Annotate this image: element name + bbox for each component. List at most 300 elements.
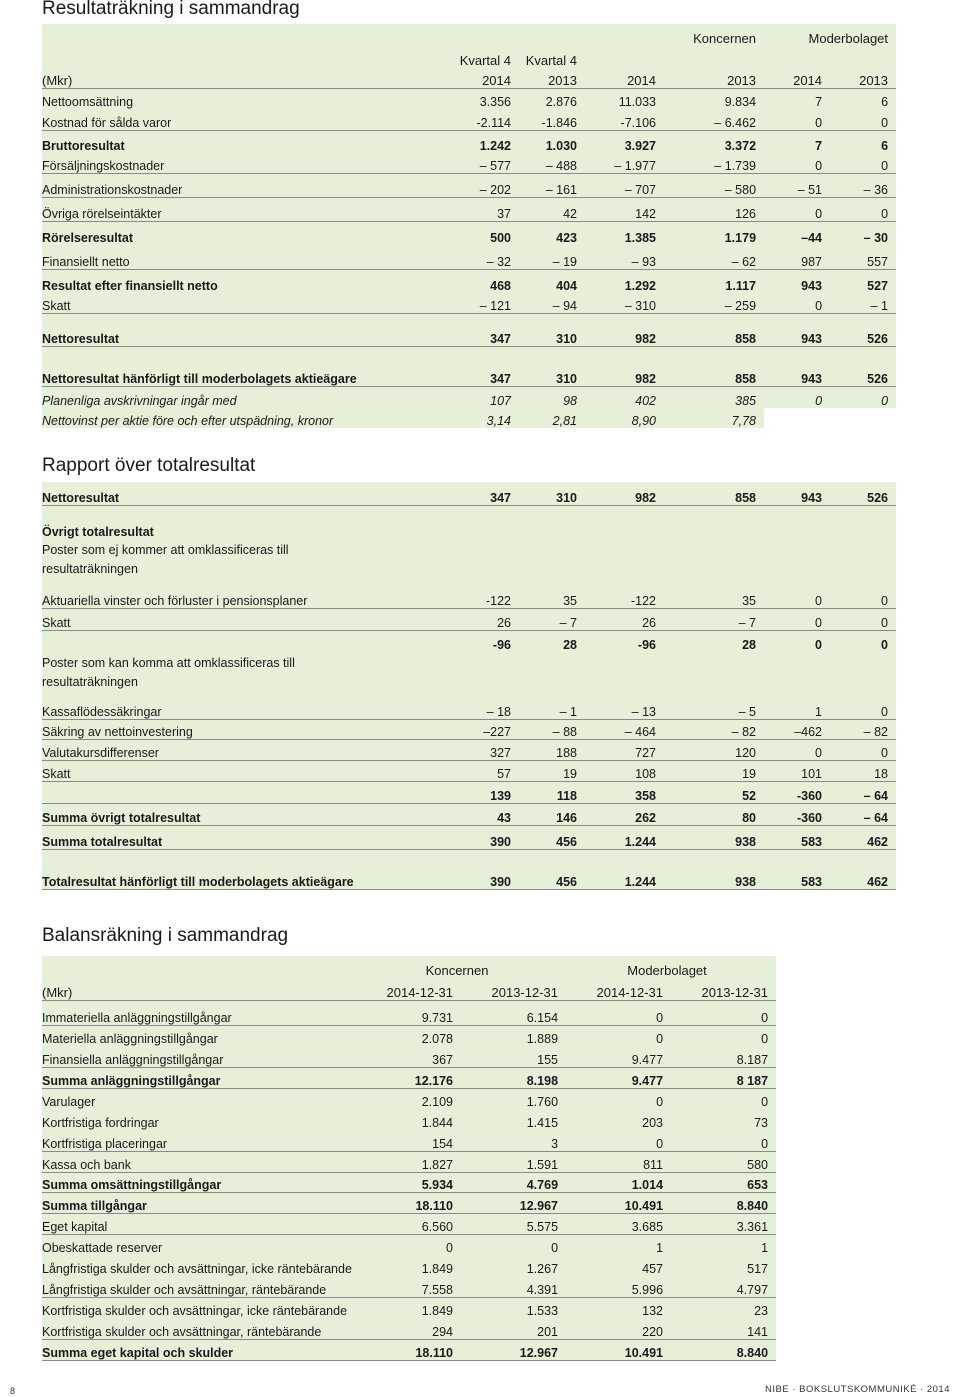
table-row: [42, 245, 896, 269]
cell-value: 108: [585, 760, 664, 781]
cell-value: – 577: [377, 153, 519, 173]
cell-value: 7: [764, 130, 830, 153]
cell-value: 858: [664, 313, 764, 346]
cell-value: 203: [566, 1109, 671, 1130]
row-label: Rörelseresultat: [42, 221, 377, 245]
row-label: [42, 781, 377, 803]
cell-value: 9.477: [566, 1046, 671, 1067]
row-label: Skatt: [42, 760, 377, 781]
cell-value: 37: [377, 197, 519, 221]
cell-value: 35: [664, 579, 764, 608]
cell-value: 457: [566, 1255, 671, 1276]
cell-value: 0: [830, 630, 896, 652]
row-label: Kassa och bank: [42, 1151, 356, 1172]
cell-value: -96: [377, 630, 519, 652]
table-row: [42, 1255, 776, 1276]
cell-value: 0: [764, 109, 830, 130]
cell-value: 126: [664, 197, 764, 221]
cell-value: 1.244: [585, 849, 664, 889]
row-label: Nettoresultat: [42, 482, 377, 505]
unit-label: (Mkr): [42, 978, 356, 1000]
cell-value: – 1: [830, 293, 896, 313]
cell-value: 0: [671, 1088, 776, 1109]
row-label: Kassaflödessäkringar: [42, 692, 377, 719]
cell-value: 468: [377, 269, 519, 293]
cell-value: 139: [377, 781, 519, 803]
table-row: [42, 346, 896, 386]
row-label: Poster som kan komma att omklassificeras till resultaträkningen: [42, 652, 377, 692]
cell-value: 557: [830, 245, 896, 269]
cell-value: 9.834: [664, 88, 764, 109]
cell-value: 982: [585, 346, 664, 386]
row-label: Nettoresultat hänförligt till moderbolagets aktieägare: [42, 346, 377, 386]
cell-value: 6.154: [461, 1000, 566, 1025]
cell-value: 811: [566, 1151, 671, 1172]
cell-value: 6: [830, 130, 896, 153]
cell-value: – 121: [377, 293, 519, 313]
row-label: Aktuariella vinster och förluster i pensionsplaner: [42, 579, 377, 608]
row-label: Kortfristiga placeringar: [42, 1130, 356, 1151]
table-row: [42, 1234, 776, 1255]
col-header-year: 2013: [830, 68, 896, 88]
cell-value: 0: [830, 608, 896, 630]
cell-value: 583: [764, 825, 830, 849]
row-label: Totalresultat hänförligt till moderbolagets aktieägare: [42, 849, 377, 889]
cell-value: [830, 539, 896, 579]
row-label: Summa eget kapital och skulder: [42, 1339, 356, 1360]
col-header-year: 2014: [585, 68, 664, 88]
cell-value: 73: [671, 1109, 776, 1130]
row-label: Varulager: [42, 1088, 356, 1109]
row-label: Materiella anläggningstillgångar: [42, 1025, 356, 1046]
table-row: [42, 1046, 776, 1067]
cell-value: 8.198: [461, 1067, 566, 1088]
cell-value: [377, 505, 519, 539]
cell-value: 0: [830, 692, 896, 719]
cell-value: – 62: [664, 245, 764, 269]
cell-value: 938: [664, 825, 764, 849]
table-row: [42, 1339, 776, 1360]
cell-value: 43: [377, 803, 519, 825]
cell-value: – 5: [664, 692, 764, 719]
cell-value: 10.491: [566, 1192, 671, 1213]
cell-value: 987: [764, 245, 830, 269]
group-koncernen: Koncernen: [377, 24, 764, 46]
cell-value: – 93: [585, 245, 664, 269]
column-header-row-2: [42, 68, 896, 88]
cell-value: 3.372: [664, 130, 764, 153]
col-header-date: 2013-12-31: [671, 978, 776, 1000]
cell-value: 1: [671, 1234, 776, 1255]
cell-value: 385: [664, 386, 764, 408]
cell-value: 120: [664, 739, 764, 760]
cell-value: 1.292: [585, 269, 664, 293]
cell-value: 155: [461, 1046, 566, 1067]
cell-value: 456: [519, 825, 585, 849]
cell-value: – 19: [519, 245, 585, 269]
cell-value: [519, 505, 585, 539]
table-row: [42, 692, 896, 719]
cell-value: 1.533: [461, 1297, 566, 1318]
table-row: [42, 630, 896, 652]
cell-value: 527: [830, 269, 896, 293]
cell-value: 1.267: [461, 1255, 566, 1276]
cell-value: 0: [671, 1000, 776, 1025]
col-header-top: [830, 46, 896, 68]
table-row: [42, 1213, 776, 1234]
row-label: Skatt: [42, 293, 377, 313]
cell-value: -96: [585, 630, 664, 652]
cell-value: – 51: [764, 173, 830, 197]
table-row: [42, 539, 896, 579]
cell-value: 1.849: [356, 1297, 461, 1318]
cell-value: 0: [566, 1088, 671, 1109]
balance-sheet-table: [42, 956, 776, 1361]
cell-value: 132: [566, 1297, 671, 1318]
row-label: Nettoomsättning: [42, 88, 377, 109]
unit-label: (Mkr): [42, 68, 377, 88]
cell-value: 347: [377, 313, 519, 346]
cell-value: 347: [377, 346, 519, 386]
cell-value: 943: [764, 482, 830, 505]
cell-value: 80: [664, 803, 764, 825]
cell-value: 462: [830, 849, 896, 889]
cell-value: [830, 652, 896, 692]
cell-value: 2.078: [356, 1025, 461, 1046]
cell-value: 141: [671, 1318, 776, 1339]
cell-value: [764, 539, 830, 579]
cell-value: 2.876: [519, 88, 585, 109]
cell-value: [585, 652, 664, 692]
cell-value: 1.242: [377, 130, 519, 153]
cell-value: – 488: [519, 153, 585, 173]
col-header-year: 2013: [664, 68, 764, 88]
cell-value: – 1.739: [664, 153, 764, 173]
cell-value: – 259: [664, 293, 764, 313]
row-label: Kortfristiga skulder och avsättningar, räntebärande: [42, 1318, 356, 1339]
cell-value: 11.033: [585, 88, 664, 109]
row-label: Kortfristiga skulder och avsättningar, icke räntebärande: [42, 1297, 356, 1318]
cell-value: 526: [830, 482, 896, 505]
cell-value: 8 187: [671, 1067, 776, 1088]
table-row: [42, 1067, 776, 1088]
cell-value: 0: [764, 153, 830, 173]
table-row: [42, 1130, 776, 1151]
cell-value: 0: [830, 579, 896, 608]
table-row: [42, 1151, 776, 1172]
cell-value: 943: [764, 313, 830, 346]
comprehensive-income-table: [42, 482, 896, 890]
cell-value: 42: [519, 197, 585, 221]
row-label: Bruttoresultat: [42, 130, 377, 153]
cell-value: 52: [664, 781, 764, 803]
col-header-year: 2014: [377, 68, 519, 88]
cell-value: 1.179: [664, 221, 764, 245]
group-moderbolaget: Moderbolaget: [566, 956, 776, 978]
group-header-row: [42, 24, 896, 46]
column-header-row-1: [42, 46, 896, 68]
cell-value: -122: [377, 579, 519, 608]
cell-value: – 464: [585, 719, 664, 739]
cell-value: 367: [356, 1046, 461, 1067]
row-label: Summa övrigt totalresultat: [42, 803, 377, 825]
cell-value: 858: [664, 482, 764, 505]
cell-value: 423: [519, 221, 585, 245]
cell-value: [830, 505, 896, 539]
row-label: Obeskattade reserver: [42, 1234, 356, 1255]
group-moderbolaget: Moderbolaget: [764, 24, 896, 46]
col-header-top: Kvartal 4: [519, 46, 585, 68]
cell-value: 526: [830, 346, 896, 386]
cell-value: 0: [566, 1025, 671, 1046]
cell-value: 0: [356, 1234, 461, 1255]
cell-value: 294: [356, 1318, 461, 1339]
table-row: [42, 579, 896, 608]
table-row: [42, 608, 896, 630]
cell-value: 310: [519, 346, 585, 386]
table-row: [42, 1109, 776, 1130]
cell-value: 146: [519, 803, 585, 825]
cell-value: 0: [764, 293, 830, 313]
cell-value: [664, 505, 764, 539]
cell-value: 3.356: [377, 88, 519, 109]
cell-value: 653: [671, 1172, 776, 1192]
cell-value: 3: [461, 1130, 566, 1151]
cell-value: 347: [377, 482, 519, 505]
cell-value: 118: [519, 781, 585, 803]
balance-group-header-row: [42, 956, 776, 978]
cell-value: 0: [830, 153, 896, 173]
cell-value: 0: [764, 579, 830, 608]
cell-value: – 1.977: [585, 153, 664, 173]
cell-value: – 32: [377, 245, 519, 269]
cell-value: 583: [764, 849, 830, 889]
cell-value: [377, 539, 519, 579]
row-label: Försäljningskostnader: [42, 153, 377, 173]
table-row: [42, 173, 896, 197]
cell-value: [830, 408, 896, 428]
cell-value: 2,81: [519, 408, 585, 428]
cell-value: 0: [671, 1025, 776, 1046]
cell-value: 1.014: [566, 1172, 671, 1192]
col-header-year: 2014: [764, 68, 830, 88]
cell-value: 727: [585, 739, 664, 760]
row-label: Summa tillgångar: [42, 1192, 356, 1213]
cell-value: 8.840: [671, 1192, 776, 1213]
table-row: [42, 153, 896, 173]
cell-value: 8,90: [585, 408, 664, 428]
cell-value: 4.391: [461, 1276, 566, 1297]
row-label: Finansiella anläggningstillgångar: [42, 1046, 356, 1067]
cell-value: 0: [764, 197, 830, 221]
cell-value: 327: [377, 739, 519, 760]
cell-value: 0: [566, 1130, 671, 1151]
cell-value: [764, 408, 830, 428]
cell-value: – 13: [585, 692, 664, 719]
cell-value: 1.385: [585, 221, 664, 245]
cell-value: 3.361: [671, 1213, 776, 1234]
table-row: [42, 739, 896, 760]
row-label: Poster som ej kommer att omklassificeras till resultaträkningen: [42, 539, 377, 579]
table-row: [42, 269, 896, 293]
table-row: [42, 408, 896, 428]
row-label: Resultat efter finansiellt netto: [42, 269, 377, 293]
cell-value: 0: [566, 1000, 671, 1025]
row-label: Kortfristiga fordringar: [42, 1109, 356, 1130]
cell-value: 18: [830, 760, 896, 781]
table-row: [42, 1172, 776, 1192]
cell-value: 7: [764, 88, 830, 109]
row-label: [42, 630, 377, 652]
group-koncernen: Koncernen: [356, 956, 566, 978]
cell-value: 462: [830, 825, 896, 849]
cell-value: – 64: [830, 781, 896, 803]
cell-value: 107: [377, 386, 519, 408]
cell-value: [764, 652, 830, 692]
col-header-date: 2014-12-31: [566, 978, 671, 1000]
row-label: Skatt: [42, 608, 377, 630]
cell-value: 2.109: [356, 1088, 461, 1109]
row-label: Eget kapital: [42, 1213, 356, 1234]
table-row: [42, 293, 896, 313]
table-row: [42, 781, 896, 803]
table-row: [42, 1276, 776, 1297]
cell-value: 0: [461, 1234, 566, 1255]
cell-value: 101: [764, 760, 830, 781]
cell-value: 1.415: [461, 1109, 566, 1130]
cell-value: 3.927: [585, 130, 664, 153]
cell-value: 1: [764, 692, 830, 719]
table-row: [42, 1192, 776, 1213]
cell-value: 0: [764, 386, 830, 408]
cell-value: 3.685: [566, 1213, 671, 1234]
table-row: [42, 652, 896, 692]
row-label: Planenliga avskrivningar ingår med: [42, 386, 377, 408]
cell-value: 12.176: [356, 1067, 461, 1088]
cell-value: – 202: [377, 173, 519, 197]
cell-value: 8.840: [671, 1339, 776, 1360]
cell-value: -2.114: [377, 109, 519, 130]
cell-value: 26: [585, 608, 664, 630]
row-label: Administrationskostnader: [42, 173, 377, 197]
cell-value: 0: [764, 630, 830, 652]
table-row: [42, 719, 896, 739]
cell-value: -7.106: [585, 109, 664, 130]
cell-value: 19: [519, 760, 585, 781]
col-header-date: 2014-12-31: [356, 978, 461, 1000]
cell-value: [519, 652, 585, 692]
row-label: Nettoresultat: [42, 313, 377, 346]
row-label: Summa totalresultat: [42, 825, 377, 849]
table-row: [42, 1088, 776, 1109]
table-row: [42, 386, 896, 408]
col-header-top: Kvartal 4: [377, 46, 519, 68]
cell-value: 1.591: [461, 1151, 566, 1172]
cell-value: 188: [519, 739, 585, 760]
cell-value: [664, 652, 764, 692]
cell-value: 12.967: [461, 1339, 566, 1360]
cell-value: 142: [585, 197, 664, 221]
cell-value: [519, 539, 585, 579]
cell-value: 12.967: [461, 1192, 566, 1213]
cell-value: – 30: [830, 221, 896, 245]
cell-value: 500: [377, 221, 519, 245]
cell-value: 4.769: [461, 1172, 566, 1192]
cell-value: [585, 539, 664, 579]
cell-value: – 36: [830, 173, 896, 197]
balance-sheet-title: Balansräkning i sammandrag: [42, 925, 289, 946]
cell-value: – 18: [377, 692, 519, 719]
cell-value: 517: [671, 1255, 776, 1276]
cell-value: 402: [585, 386, 664, 408]
cell-value: 0: [671, 1130, 776, 1151]
col-header-top: [664, 46, 764, 68]
table-row: [42, 1000, 776, 1025]
cell-value: 526: [830, 313, 896, 346]
cell-value: 390: [377, 825, 519, 849]
col-header-top: [764, 46, 830, 68]
cell-value: 201: [461, 1318, 566, 1339]
cell-value: – 310: [585, 293, 664, 313]
cell-value: 23: [671, 1297, 776, 1318]
cell-value: – 7: [519, 608, 585, 630]
row-label: Immateriella anläggningstillgångar: [42, 1000, 356, 1025]
row-label: Övriga rörelseintäkter: [42, 197, 377, 221]
row-label: Långfristiga skulder och avsättningar, icke räntebärande: [42, 1255, 356, 1276]
cell-value: 404: [519, 269, 585, 293]
cell-value: 9.731: [356, 1000, 461, 1025]
cell-value: 1.030: [519, 130, 585, 153]
table-row: [42, 803, 896, 825]
cell-value: [585, 505, 664, 539]
cell-value: [377, 652, 519, 692]
cell-value: -1.846: [519, 109, 585, 130]
table-row: [42, 482, 896, 505]
cell-value: 1.844: [356, 1109, 461, 1130]
cell-value: 0: [830, 386, 896, 408]
cell-value: 1.849: [356, 1255, 461, 1276]
cell-value: – 88: [519, 719, 585, 739]
cell-value: 26: [377, 608, 519, 630]
table-row: [42, 849, 896, 889]
cell-value: 0: [764, 739, 830, 760]
cell-value: 358: [585, 781, 664, 803]
table-row: [42, 1318, 776, 1339]
row-label: Säkring av nettoinvestering: [42, 719, 377, 739]
cell-value: 6: [830, 88, 896, 109]
cell-value: 0: [830, 197, 896, 221]
cell-value: – 64: [830, 803, 896, 825]
cell-value: 220: [566, 1318, 671, 1339]
cell-value: 0: [830, 739, 896, 760]
cell-value: 1.889: [461, 1025, 566, 1046]
cell-value: [764, 505, 830, 539]
cell-value: –44: [764, 221, 830, 245]
row-label: Finansiellt netto: [42, 245, 377, 269]
col-header-date: 2013-12-31: [461, 978, 566, 1000]
cell-value: 310: [519, 482, 585, 505]
cell-value: -360: [764, 803, 830, 825]
cell-value: 938: [664, 849, 764, 889]
cell-value: – 82: [830, 719, 896, 739]
cell-value: – 82: [664, 719, 764, 739]
cell-value: 8.187: [671, 1046, 776, 1067]
cell-value: 9.477: [566, 1067, 671, 1088]
cell-value: 18.110: [356, 1339, 461, 1360]
row-label: Övrigt totalresultat: [42, 505, 377, 539]
cell-value: 35: [519, 579, 585, 608]
cell-value: 28: [519, 630, 585, 652]
